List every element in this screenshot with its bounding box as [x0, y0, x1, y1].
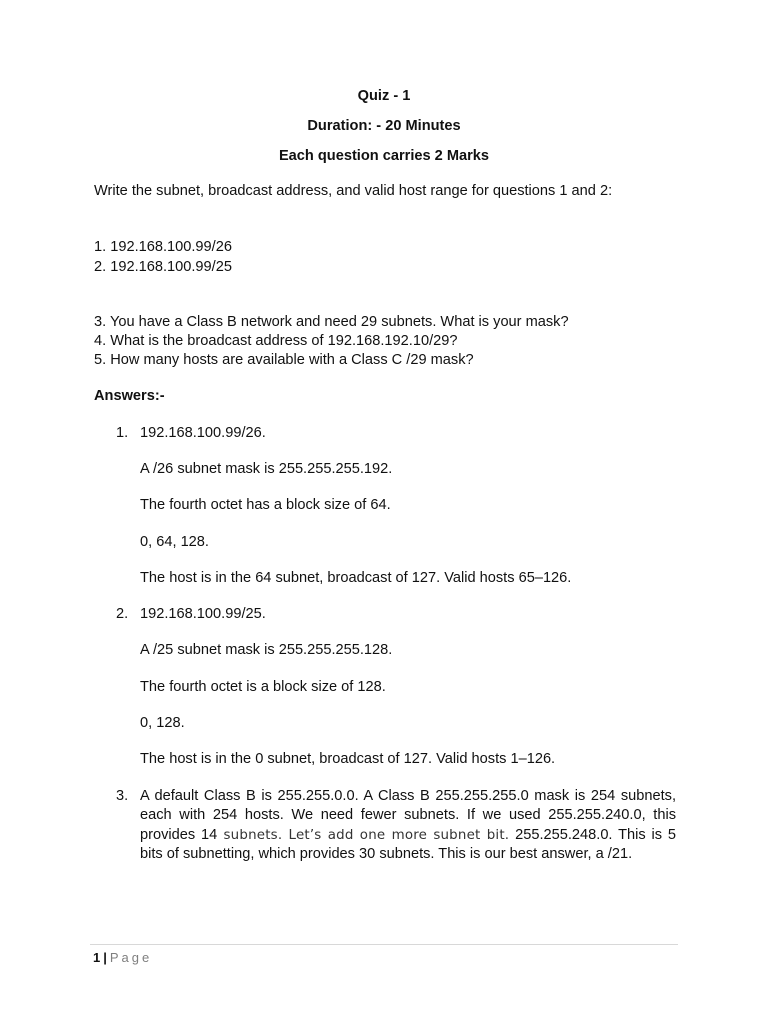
instructions: Write the subnet, broadcast address, and valid host range for questions 1 and 2: [94, 183, 613, 199]
answer-2-line-4: 0, 128. [140, 715, 185, 731]
page-footer [93, 949, 152, 967]
answer-2-line-3: The fourth octet is a block size of 128. [140, 679, 386, 695]
quiz-title: Quiz - 1 [357, 88, 411, 104]
question-1: 1. 192.168.100.99/26 [94, 239, 232, 255]
answer-1-line-3: The fourth octet has a block size of 64. [140, 497, 391, 513]
answer-3-text-c: 255.255.248.0. This is 5 bits of subnetting, which provides 30 subnets. This is our best answer, a /21. [140, 826, 677, 863]
answer-1-line-5: The host is in the 64 subnet, broadcast of 127. Valid hosts 65–126. [140, 570, 572, 586]
answer-3-text-b: subnets. Let’s add one more subnet bit. [217, 827, 510, 843]
answer-3-text-a: A default Class B is 255.255.0.0. A Class B 255.255.255.0 mask is 254 subnets, each with 254 hosts. We need fewer subnets. If we used 255.255.240.0, this provides 14 [140, 788, 676, 843]
quiz-marks: Each question carries 2 Marks [278, 148, 490, 164]
quiz-duration: Duration: - 20 Minutes [307, 118, 461, 134]
question-2: 2. 192.168.100.99/25 [94, 259, 232, 275]
answers-heading: Answers:- [94, 388, 165, 404]
answer-3-paragraph [140, 787, 676, 865]
answer-3-number: 3. [116, 788, 129, 804]
answer-1-line-2: A /26 subnet mask is 255.255.255.192. [140, 461, 393, 477]
answer-2-line-2: A /25 subnet mask is 255.255.255.128. [140, 642, 393, 658]
page-number: 1 [93, 950, 101, 965]
footer-separator: | [103, 950, 107, 965]
answer-2-line-1: 192.168.100.99/25. [140, 606, 266, 622]
answer-2-line-5: The host is in the 0 subnet, broadcast of 127. Valid hosts 1–126. [140, 751, 556, 767]
answer-1-number: 1. [116, 425, 129, 441]
answer-1-line-1: 192.168.100.99/26. [140, 425, 266, 441]
footer-divider [90, 944, 678, 945]
question-3: 3. You have a Class B network and need 29 subnets. What is your mask? [94, 314, 569, 330]
answer-1-line-4: 0, 64, 128. [140, 534, 209, 550]
answer-2-number: 2. [116, 606, 129, 622]
question-4: 4. What is the broadcast address of 192.168.192.10/29? [94, 333, 458, 349]
question-5: 5. How many hosts are available with a Class C /29 mask? [94, 352, 474, 368]
page-label: Page [109, 950, 153, 965]
